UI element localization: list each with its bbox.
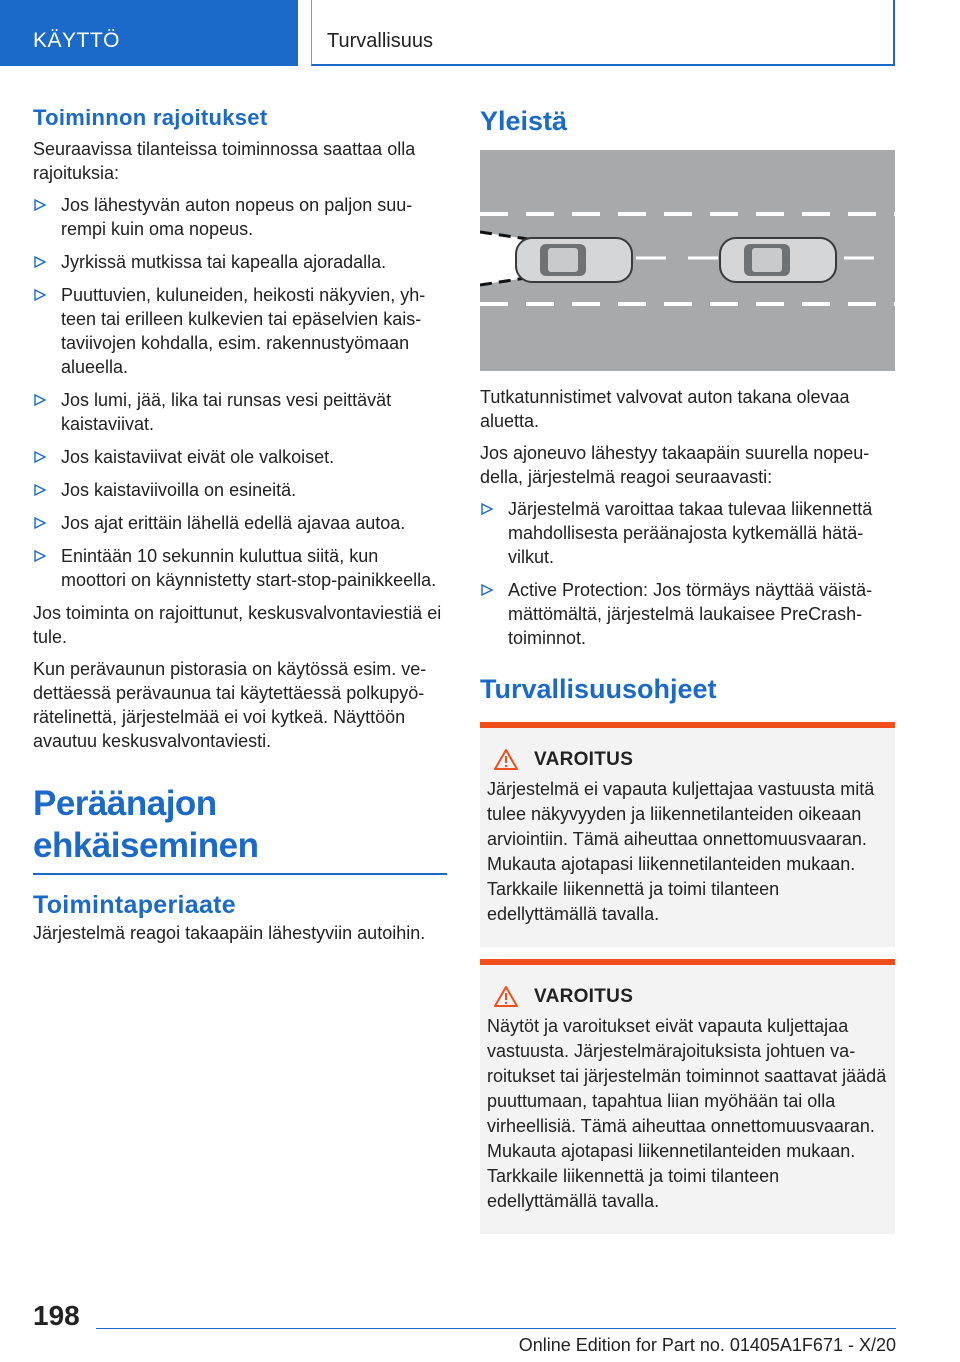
safety-heading: Turvallisuusohjeet (480, 674, 717, 704)
list-item-text: Jyrkissä mutkissa tai kapealla ajoradalla. (61, 252, 387, 272)
list-item (33, 193, 447, 241)
list-item (33, 445, 447, 469)
list-item (480, 497, 895, 569)
left-column (33, 104, 447, 953)
main-heading: Peräänajon ehkäiseminen (33, 784, 259, 865)
triangle-bullet-icon (33, 445, 47, 469)
general-list (480, 497, 895, 650)
warning-box (480, 722, 895, 947)
warning-header (487, 748, 887, 771)
limits-intro: Seuraavissa tilanteissa toiminnossa saattaa olla rajoituksia: (33, 139, 416, 183)
list-item-text: Järjestelmä varoittaa takaa tulevaa liikennettä mahdollisesta peräänajosta kytkemällä hätävilkut. (508, 499, 873, 567)
footer-edition: Online Edition for Part no. 01405A1F671 - X/20 (518, 1335, 896, 1355)
header-chapter-box (311, 0, 895, 66)
triangle-bullet-icon (480, 578, 494, 602)
front-car-icon (720, 238, 836, 282)
triangle-bullet-icon (33, 193, 47, 217)
limits-note-2: Kun perävaunun pistorasia on käytössä esim. vedettäessä perävaunua tai käytettäessä polkupyörätelinettä, järjestelmää ei voi kytkeä. Näyttöön avautuu keskusvalvontaviesti. (33, 659, 427, 751)
list-item-text: Jos lumi, jää, lika tai runsas vesi peittävät kaistaviivat. (61, 390, 392, 434)
triangle-bullet-icon (480, 497, 494, 521)
warning-triangle-icon (493, 748, 519, 771)
footer-rule (96, 1328, 896, 1355)
triangle-bullet-icon (33, 478, 47, 502)
warning-label: VAROITUS (534, 985, 634, 1007)
list-item (33, 250, 447, 274)
general-text-1: Tutkatunnistimet valvovat auton takana olevaa aluetta. (480, 387, 850, 431)
heading-rule (33, 873, 447, 875)
triangle-bullet-icon (33, 544, 47, 568)
triangle-bullet-icon (33, 283, 47, 307)
triangle-bullet-icon (33, 250, 47, 274)
list-item (33, 544, 447, 592)
warning-header (487, 985, 887, 1008)
limits-note-1: Jos toiminta on rajoittunut, keskusvalvontaviestiä ei tule. (33, 603, 442, 647)
header-section-tab (0, 0, 298, 66)
list-item (33, 283, 447, 379)
general-text-2: Jos ajoneuvo lähestyy takaapäin suurella nopeudella, järjestelmä reagoi seuraavasti: (480, 443, 870, 487)
page-number: 198 (33, 1300, 80, 1331)
list-item (33, 388, 447, 436)
limits-list (33, 193, 447, 592)
limits-heading: Toiminnon rajoitukset (33, 105, 268, 130)
right-column (480, 104, 895, 1246)
warning-label: VAROITUS (534, 748, 634, 770)
list-item-text: Puuttuvien, kuluneiden, heikosti näkyvien, yhteen tai erilleen kulkevien tai epäselvien kaistaviivojen kohdalla, esim. rakennustyömaan alueella. (61, 285, 426, 377)
warning-box (480, 959, 895, 1234)
list-item (480, 578, 895, 650)
header-chapter-title: Turvallisuus (327, 30, 433, 52)
list-item-text: Jos kaistaviivoilla on esineitä. (61, 480, 297, 500)
list-item-text: Jos lähestyvän auton nopeus on paljon suurempi kuin oma nopeus. (61, 195, 413, 239)
list-item-text: Active Protection: Jos törmäys näyttää väistämättömältä, järjestelmä laukaisee PreCrash-toiminnot. (508, 580, 873, 648)
triangle-bullet-icon (33, 388, 47, 412)
list-item-text: Enintään 10 sekunnin kuluttua siitä, kun moottori on käynnistetty start-stop-painikkeella. (61, 546, 437, 590)
warning-text: Näytöt ja varoitukset eivät vapauta kuljettajaa vastuusta. Järjestelmärajoituksista johtuen varoitukset tai järjestelmän toiminnot saattavat jäädä puuttumaan, tapahtua liian myöhään tai olla virheellisiä. Tämä aiheuttaa onnettomuusvaaran. Mukauta ajotapasi liikennetilanteiden mukaan. Tarkkaile liikennettä ja toimi tilanteen edellyttämällä tavalla. (487, 1016, 887, 1211)
warning-triangle-icon (493, 985, 519, 1008)
list-item-text: Jos kaistaviivat eivät ole valkoiset. (61, 447, 335, 467)
principle-text: Järjestelmä reagoi takaapäin lähestyviin autoihin. (33, 923, 426, 943)
triangle-bullet-icon (33, 511, 47, 535)
rear-collision-radar-illustration (480, 150, 895, 371)
list-item (33, 511, 447, 535)
warning-text: Järjestelmä ei vapauta kuljettajaa vastuusta mitä tulee näkyvyyden ja liikennetilanteiden oikeaan arviointiin. Tämä aiheuttaa onnettomuusvaaran. Mukauta ajotapasi liikennetilanteiden mukaan. Tarkkaile liikennettä ja toimi tilanteen edellyttämällä tavalla. (487, 779, 875, 924)
rear-car-icon (516, 238, 632, 282)
list-item-text: Jos ajat erittäin lähellä edellä ajavaa autoa. (61, 513, 406, 533)
list-item (33, 478, 447, 502)
header-section-title: KÄYTTÖ (33, 29, 121, 52)
general-heading: Yleistä (480, 106, 568, 136)
principle-heading: Toimintaperiaate (33, 891, 236, 919)
